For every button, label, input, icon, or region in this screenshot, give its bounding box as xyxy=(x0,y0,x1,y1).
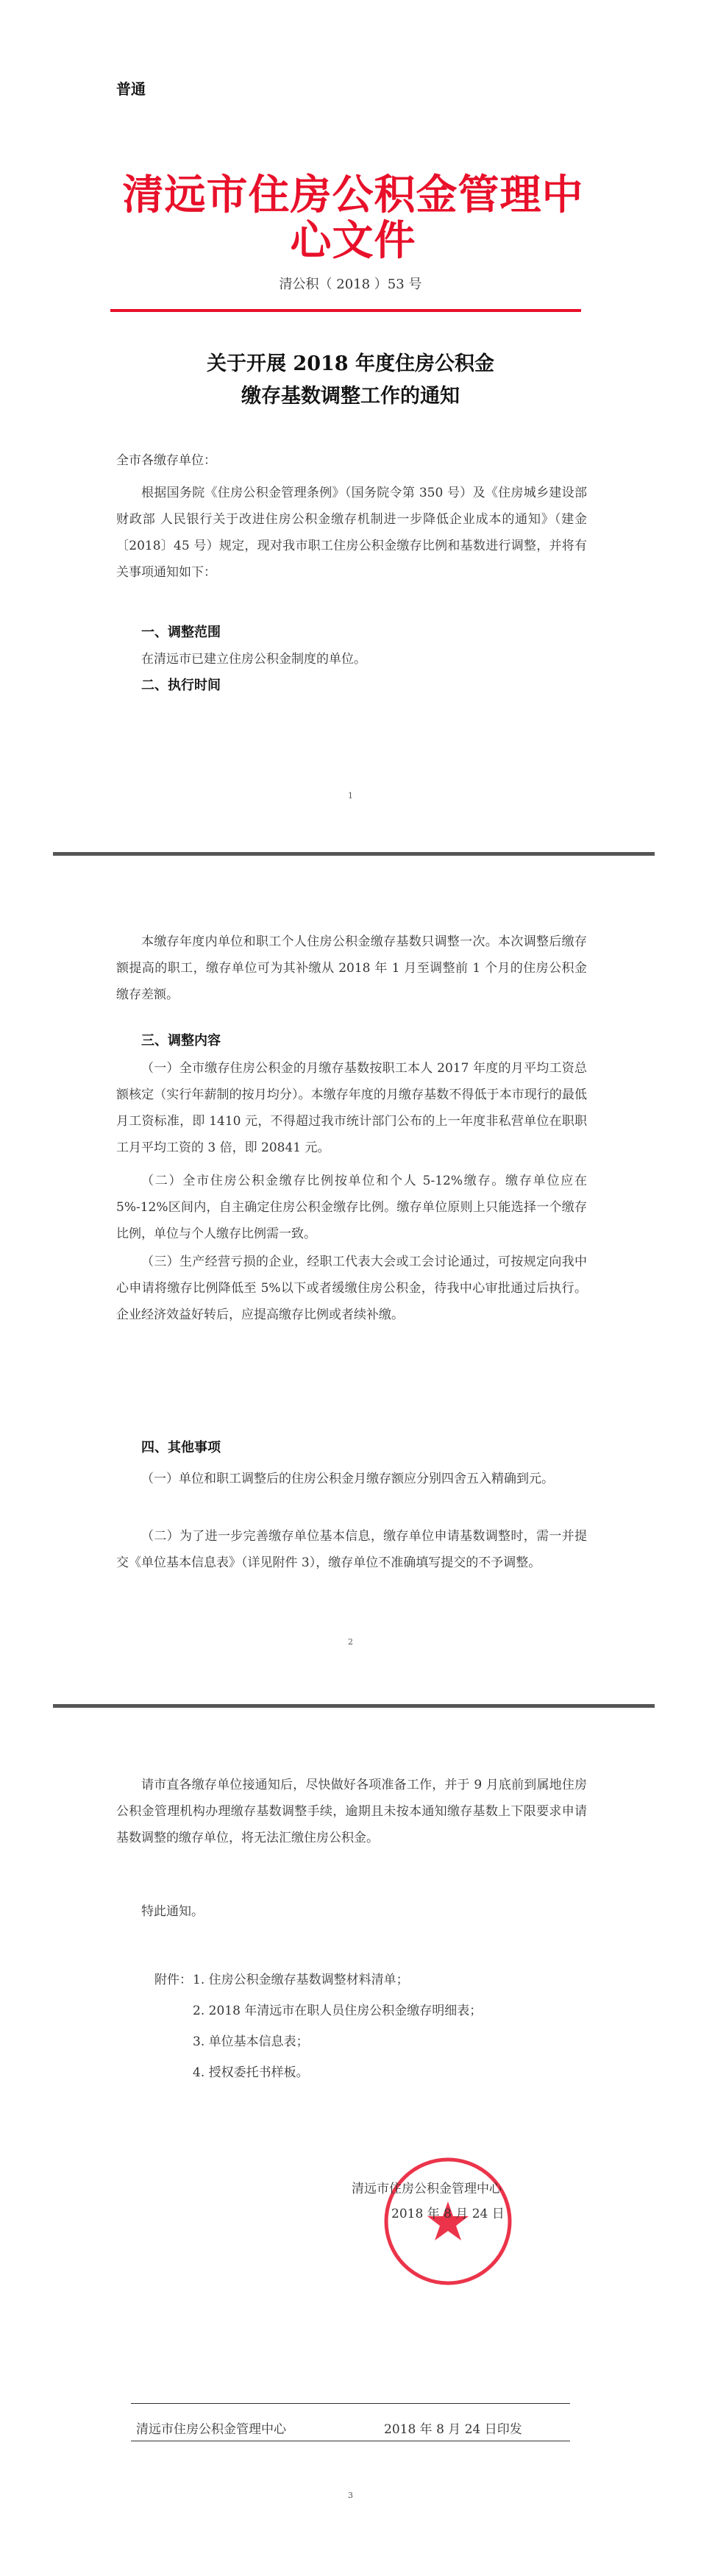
section-heading-time: 二、执行时间 xyxy=(141,678,221,693)
issuing-org-title: 清远市住房公积金管理中心文件 xyxy=(122,171,584,265)
paragraph: 本缴存年度内单位和职工个人住房公积金缴存基数只调整一次。本次调整后缴存额提高的职工，缴存单位可为其补缴从 2018 年 1 月至调整前 1 个月的住房公积金缴存差额。 xyxy=(116,934,587,1002)
signature-org: 清远市住房公积金管理中心 xyxy=(352,2182,502,2196)
section-heading-scope: 一、调整范围 xyxy=(141,625,221,640)
page-number: 1 xyxy=(348,791,353,801)
official-seal-stamp xyxy=(382,2156,513,2287)
intro-paragraph: 根据国务院《住房公积金管理条例》（国务院令第 350 号）及《住房城乡建设部 财政部 人民银行关于改进住房公积金缴存机制进一步降低企业成本的通知》（建金〔2018〕45 号）规定，现对我市职工住房公积金缴存比例和基数进行调整，并将有关事项通知如下： xyxy=(116,486,587,580)
footer-issuer: 清远市住房公积金管理中心 xyxy=(136,2422,286,2437)
attachment-item: 1. 住房公积金缴存基数调整材料清单； xyxy=(193,1973,409,1987)
scope-paragraph: 在清远市已建立住房公积金制度的单位。 xyxy=(141,652,366,667)
notice-title-line-2: 缴存基数调整工作的通知 xyxy=(241,385,460,408)
signature-date: 2018 年 8 月 24 日 xyxy=(391,2207,505,2221)
footer-rule-top xyxy=(131,2403,570,2404)
page-number: 3 xyxy=(348,2491,353,2500)
notice-title-line-1: 关于开展 2018 年度住房公积金 xyxy=(207,352,494,375)
section-heading-other: 四、其他事项 xyxy=(141,1440,221,1455)
paragraph: （二）为了进一步完善缴存单位基本信息，缴存单位申请基数调整时，需一并提交《单位基本信息表》（详见附件 3），缴存单位不准确填写提交的不予调整。 xyxy=(116,1529,587,1570)
red-header-rule xyxy=(110,309,581,312)
attachments-label: 附件： xyxy=(154,1973,192,1987)
page-separator xyxy=(53,852,655,856)
footer-print-date: 2018 年 8 月 24 日印发 xyxy=(384,2422,522,2437)
document-level: 普通 xyxy=(116,80,146,98)
paragraph: 请市直各缴存单位接通知后，尽快做好各项准备工作，并于 9 月底前到属地住房公积金管理机构办理缴存基数调整手续，逾期且未按本通知缴存基数上下限要求申请基数调整的缴存单位，将无法汇缴住房公积金。 xyxy=(116,1778,587,1845)
salutation: 全市各缴存单位： xyxy=(116,453,216,468)
paragraph: （三）生产经营亏损的企业，经职工代表大会或工会讨论通过，可按规定向我中心申请将缴存比例降低至 5%以下或者缓缴住房公积金，待我中心审批通过后执行。企业经济效益好转后，应提高缴存比例或者续补缴。 xyxy=(116,1255,587,1322)
attachment-item: 4. 授权委托书样板。 xyxy=(193,2065,309,2080)
section-heading-content: 三、调整内容 xyxy=(141,1033,221,1049)
attachment-item: 2. 2018 年清远市在职人员住房公积金缴存明细表； xyxy=(193,2004,483,2018)
page-separator xyxy=(53,1704,655,1708)
closing-line: 特此通知。 xyxy=(141,1904,204,1919)
document-number: 清公积（ 2018 ）53 号 xyxy=(279,277,422,292)
paragraph: （一）单位和职工调整后的住房公积金月缴存额应分别四舍五入精确到元。 xyxy=(141,1472,554,1486)
paragraph: （二）全市住房公积金缴存比例按单位和个人 5-12%缴存。缴存单位应在 5%-12%区间内，自主确定住房公积金缴存比例。缴存单位原则上只能选择一个缴存比例，单位与个人缴存比例需一致。 xyxy=(116,1174,587,1241)
page-number: 2 xyxy=(348,1637,353,1647)
attachment-item: 3. 单位基本信息表； xyxy=(193,2034,309,2049)
paragraph: （一）全市缴存住房公积金的月缴存基数按职工本人 2017 年度的月平均工资总额核定（实行年薪制的按月均分）。本缴存年度的月缴存基数不得低于本市现行的最低月工资标准，即 1410 元，不得超过我市统计部门公布的上一年度非私营单位在职职工月平均工资的 3 倍，即 20841 元。 xyxy=(116,1061,587,1155)
